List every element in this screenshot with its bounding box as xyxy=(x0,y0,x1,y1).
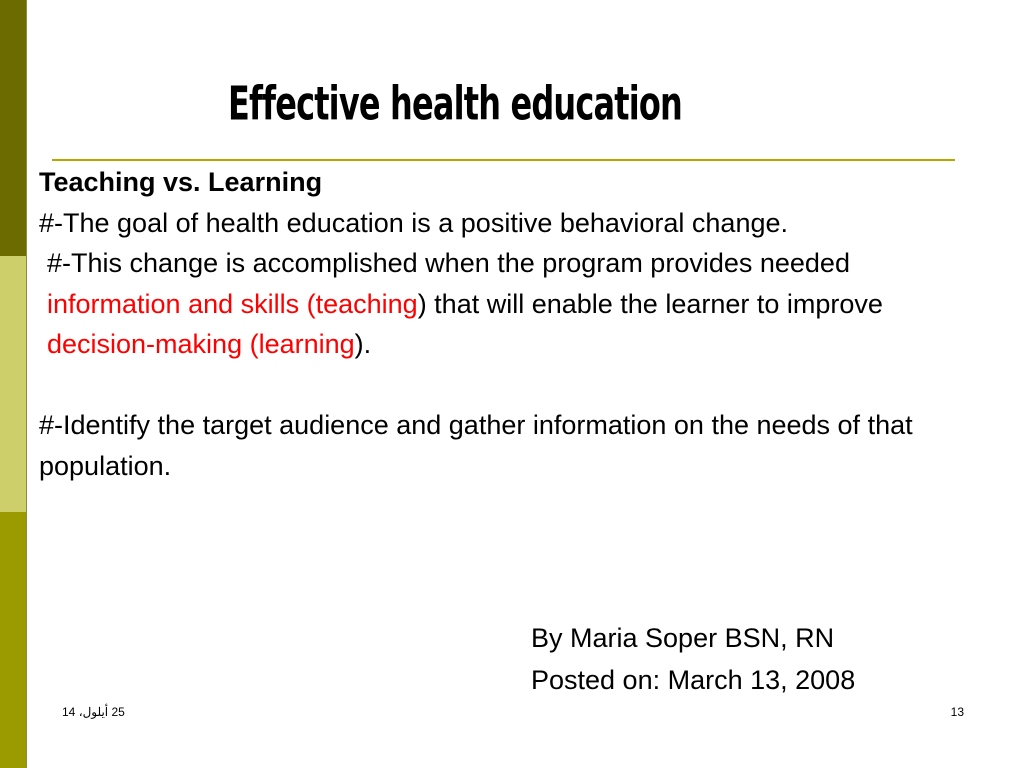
sidebar-segment-bottom xyxy=(0,512,27,768)
sidebar-border xyxy=(26,0,27,768)
sidebar-segment-middle xyxy=(0,256,27,512)
footer-date: 25 أيلول، 14 xyxy=(62,705,125,719)
byline-author: By Maria Soper BSN, RN xyxy=(531,623,835,653)
highlight-learning: decision-making (learning xyxy=(47,329,355,359)
section-heading: Teaching vs. Learning xyxy=(39,167,323,197)
paragraph-change-text-a: #-This change is accomplished when the program provides needed xyxy=(47,248,850,278)
slide-body xyxy=(39,162,959,486)
slide-title: Effective health education xyxy=(228,78,682,132)
byline-date: Posted on: March 13, 2008 xyxy=(531,665,856,695)
slide-number: 13 xyxy=(950,705,964,719)
sidebar-segment-top xyxy=(0,0,27,256)
paragraph-change-text-b: ) that will enable the learner to improve xyxy=(417,288,883,319)
sidebar-decoration xyxy=(0,0,27,768)
paragraph-spacer xyxy=(39,365,959,406)
paragraph-audience: #-Identify the target audience and gather information on the needs of that population. xyxy=(39,410,913,481)
highlight-teaching: information and skills (teaching xyxy=(47,288,418,319)
title-underline xyxy=(52,159,955,161)
paragraph-goal: #-The goal of health education is a positive behavioral change. xyxy=(39,207,788,238)
paragraph-change-text-c: ). xyxy=(354,329,372,359)
byline xyxy=(531,617,855,701)
paragraph-change xyxy=(39,243,959,365)
